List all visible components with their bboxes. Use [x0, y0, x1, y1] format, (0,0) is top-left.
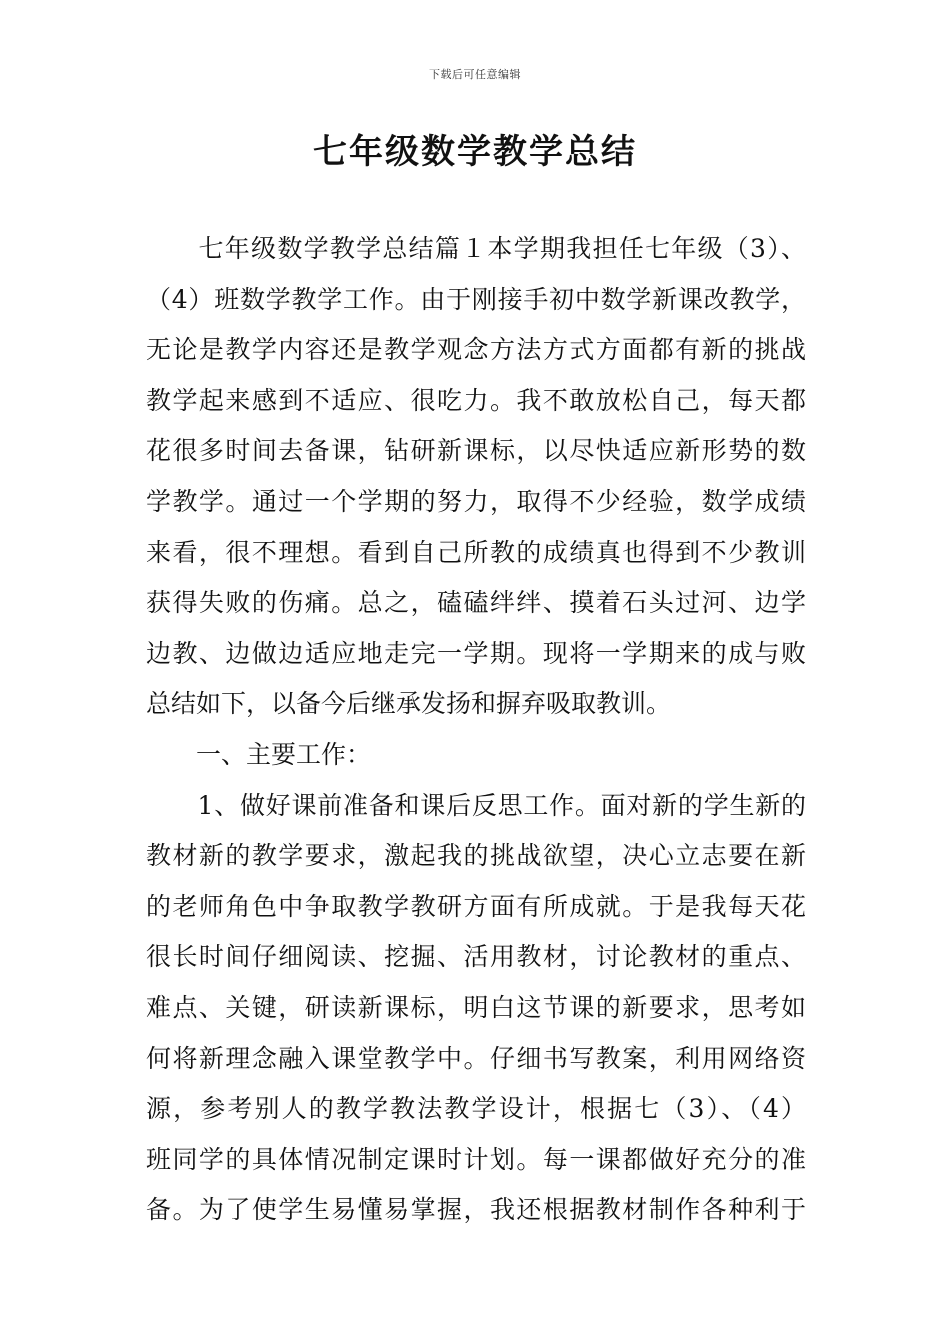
body-line: 何将新理念融入课堂教学中。仔细书写教案，利用网络资 [146, 1043, 806, 1073]
section-heading: 一、主要工作： [146, 739, 372, 769]
body-line: 获得失败的伤痛。总之，磕磕绊绊、摸着石头过河、边学 [146, 588, 806, 618]
body-text [146, 224, 806, 1236]
body-line: 学教学。通过一个学期的努力，取得不少经验，数学成绩 [146, 486, 806, 516]
body-line: 边教、边做边适应地走完一学期。现将一学期来的成与败 [146, 638, 806, 668]
body-line: 1、做好课前准备和课后反思工作。面对新的学生新的 [146, 790, 806, 820]
document-title: 七年级数学教学总结 [313, 132, 637, 172]
body-line: 难点、关键，研读新课标，明白这节课的新要求，思考如 [146, 992, 806, 1022]
body-line: 班同学的具体情况制定课时计划。每一课都做好充分的准 [146, 1144, 806, 1174]
body-line: 教材新的教学要求，激起我的挑战欲望，决心立志要在新 [146, 841, 806, 871]
body-line: 七年级数学教学总结篇１本学期我担任七年级（3）、 [146, 234, 806, 263]
body-line: （4）班数学教学工作。由于刚接手初中数学新课改教学， [146, 284, 806, 314]
body-line: 总结如下，以备今后继承发扬和摒弃吸取教训。 [146, 689, 672, 719]
body-line: 备。为了使学生易懂易掌握，我还根据教材制作各种利于 [146, 1195, 806, 1225]
body-line: 的老师角色中争取教学教研方面有所成就。于是我每天花 [146, 891, 806, 921]
body-line: 源，参考别人的教学教法教学设计，根据七（3）、（4） [146, 1094, 806, 1124]
body-line: 无论是教学内容还是教学观念方法方式方面都有新的挑战 [146, 335, 806, 365]
header-note: 下载后可任意编辑 [429, 68, 521, 81]
body-line: 花很多时间去备课，钻研新课标，以尽快适应新形势的数 [146, 436, 806, 466]
body-line: 来看，很不理想。看到自己所教的成绩真也得到不少教训 [146, 537, 806, 567]
body-line: 很长时间仔细阅读、挖掘、活用教材，讨论教材的重点、 [146, 942, 806, 972]
body-line: 教学起来感到不适应、很吃力。我不敢放松自己，每天都 [146, 385, 806, 415]
